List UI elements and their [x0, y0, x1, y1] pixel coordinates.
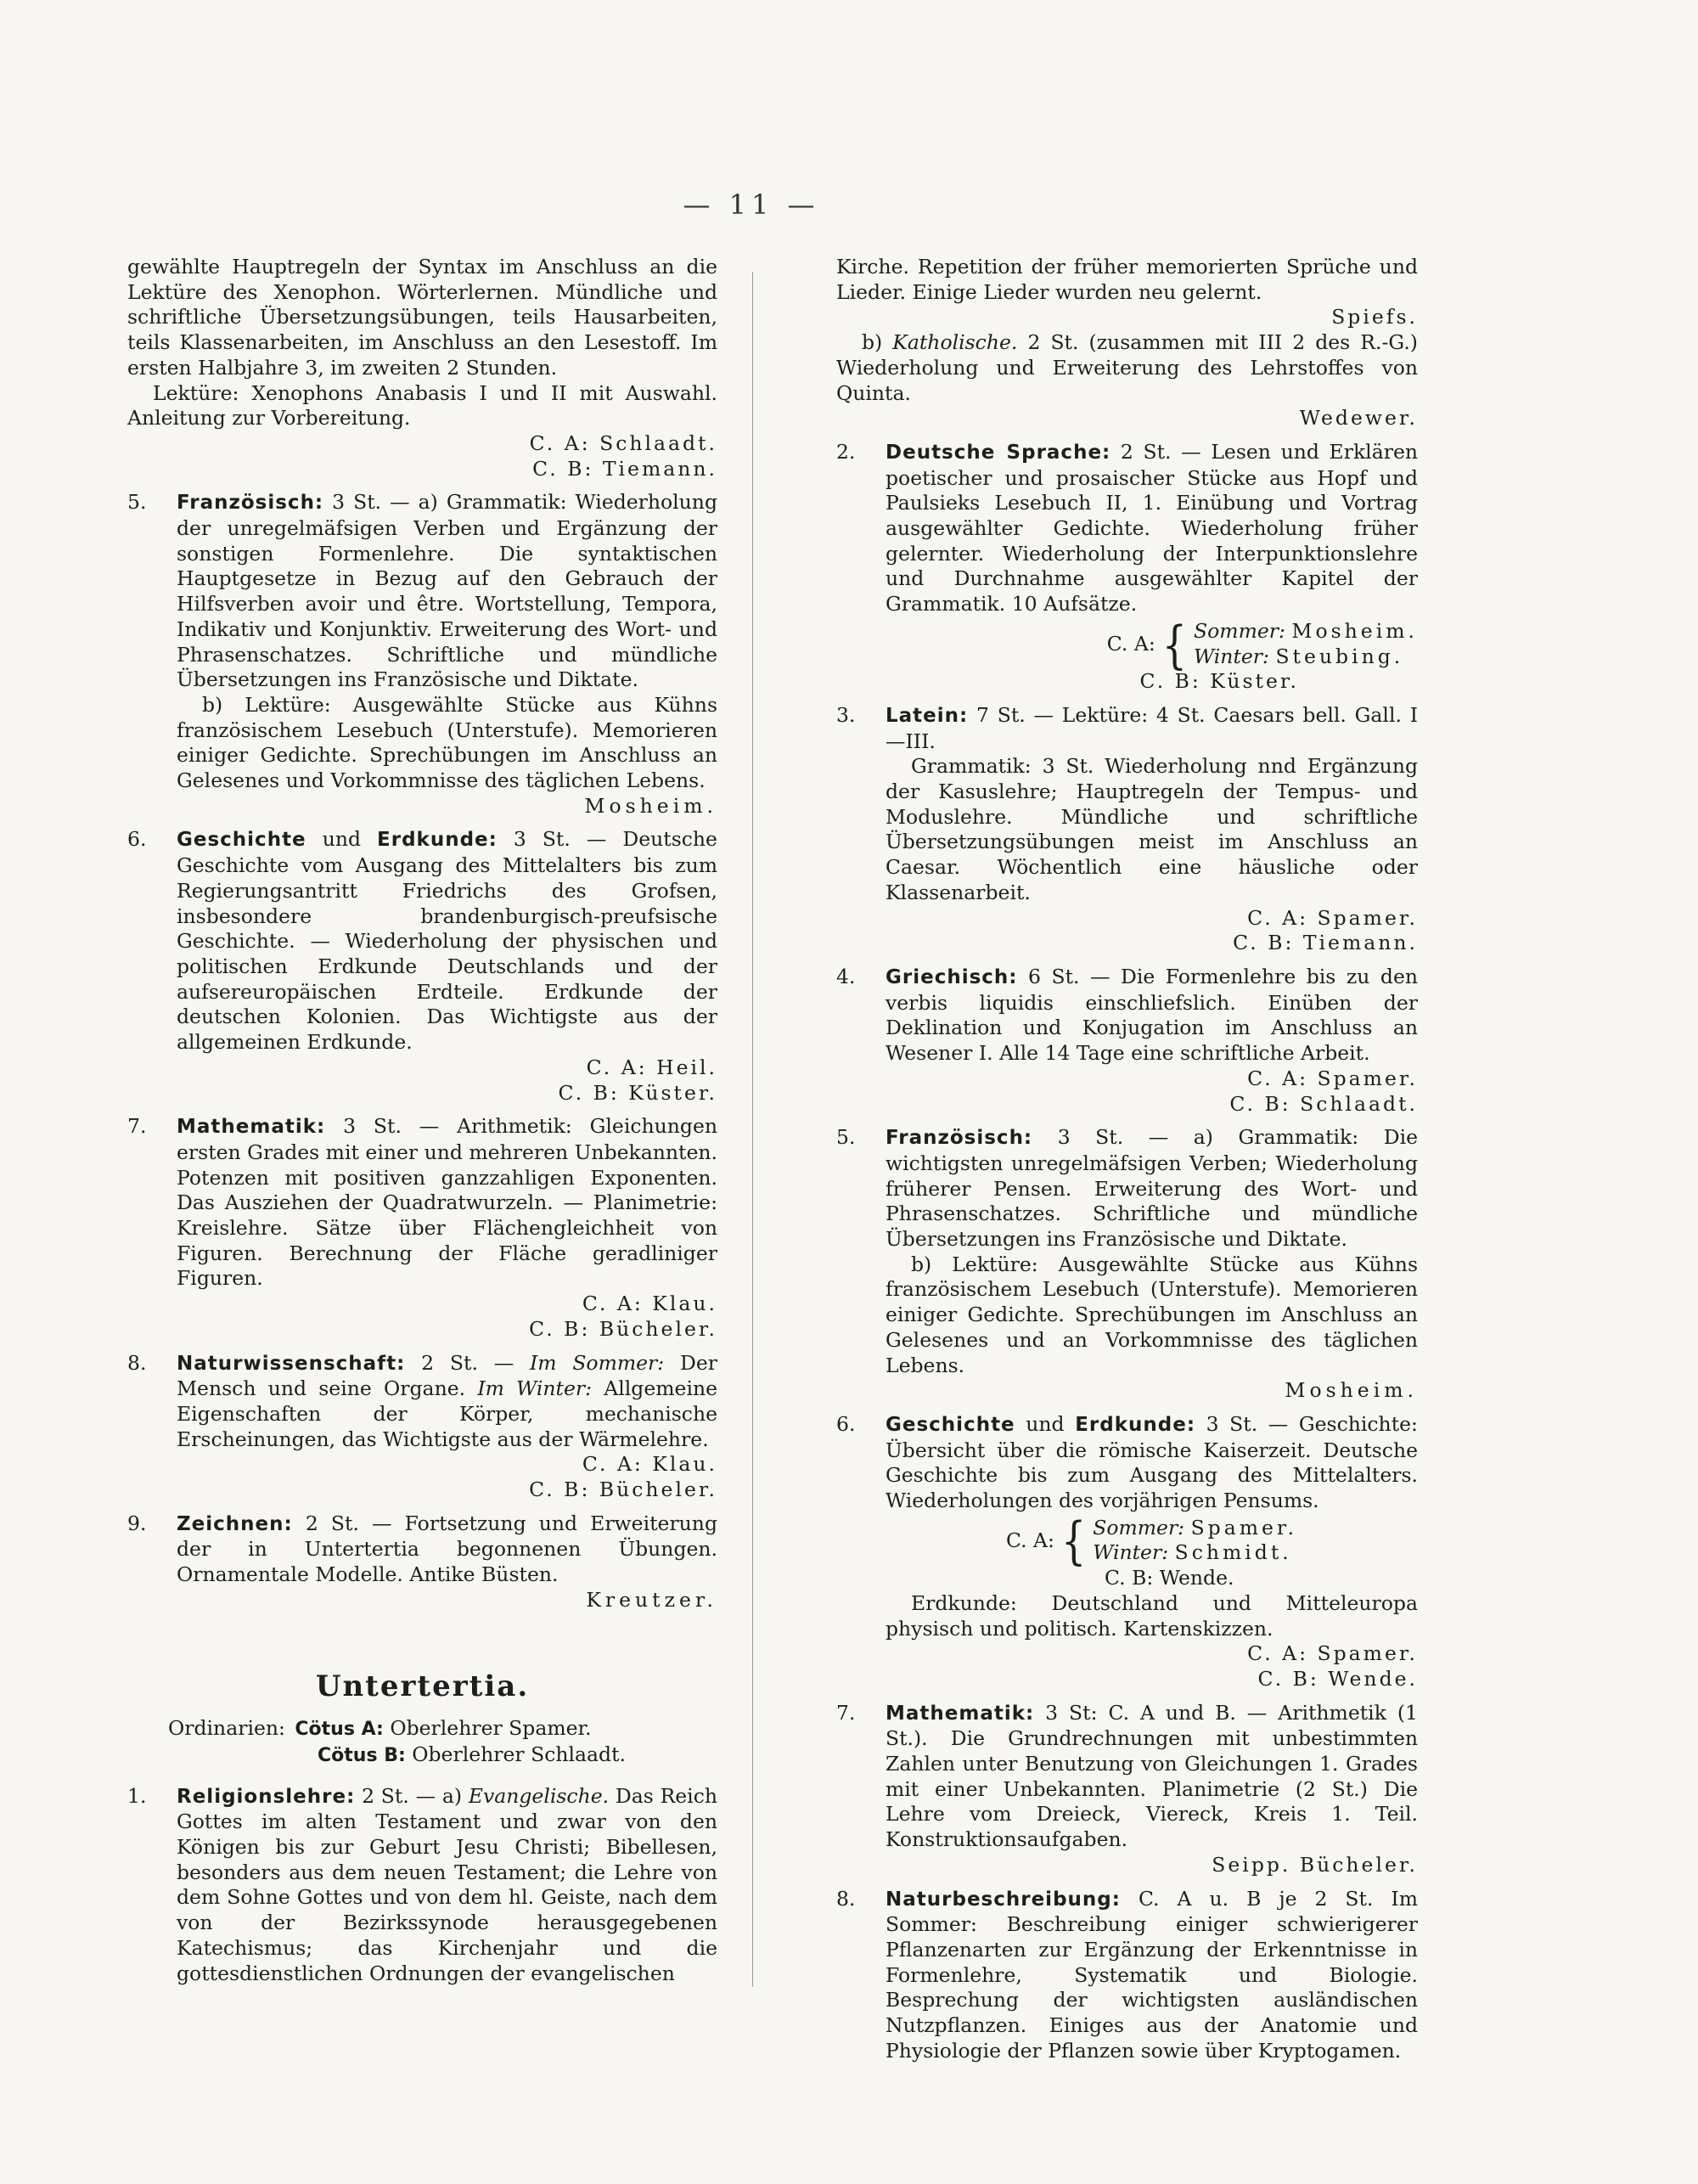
section-signature-b: C. B: Küster. — [558, 1080, 717, 1105]
section-mathematik — [127, 1114, 717, 1342]
section-number: 9. — [127, 1511, 147, 1535]
section-number: 3. — [836, 702, 856, 727]
section-number: 7. — [127, 1114, 147, 1139]
section-signature-b: C. B: Bücheler. — [529, 1478, 717, 1502]
section-text: 3 St. — Arithmetik: Gleichungen ersten Grades mit einer und mehreren Unbekannten. Potenzen mit positiven ganzzahligen Exponenten. Das Ausziehen der Quadratwurzeln. — Planimetrie: Kreislehre. Sätze über Flächengleichheit von Figuren. Berechnung der Fläche geradliniger Figuren. — [177, 1114, 717, 1291]
section-heading-2: Erdkunde: — [377, 829, 498, 852]
sommer-label: Sommer: — [1093, 1515, 1185, 1539]
brace-glyph: { — [1060, 1511, 1087, 1571]
coetus-b-label: Cötus B: — [318, 1744, 406, 1766]
section-text-b: b) Lektüre: Ausgewählte Stücke aus Kühns französischem Lesebuch (Unterstufe). Memorieren einiger Gedichte. Sprechübungen im Anschluss an Gelesenes und an Vorkommnisse des täglichen Lebens. — [886, 1252, 1418, 1377]
brace-glyph: { — [1161, 614, 1188, 674]
section-number: 4. — [836, 964, 856, 988]
teacher-brace — [886, 1511, 1418, 1571]
section-signature-b: C. B: Schlaadt. — [1229, 1091, 1418, 1116]
section-signature: Mosheim. — [584, 793, 717, 818]
section-mathematik-ut — [836, 1701, 1418, 1878]
section-heading: Geschichte — [177, 829, 306, 852]
section-text: 7 St. — Lektüre: 4 St. Caesars bell. Gall. I—III. — [886, 702, 1418, 753]
section-number: 8. — [836, 1886, 856, 1911]
page-number: — 11 — — [683, 189, 820, 221]
section-number: 6. — [127, 827, 147, 852]
section-signature: Seipp. Bücheler. — [1212, 1852, 1418, 1877]
section-text-a: 2 St. — a) — [362, 1783, 463, 1808]
section-heading: Zeichnen: — [177, 1512, 293, 1535]
section-heading: Geschichte — [886, 1413, 1015, 1436]
section-heading: Französisch: — [886, 1127, 1033, 1150]
sommer-teacher: Mosheim. — [1291, 618, 1418, 643]
section-geschichte-ut — [836, 1412, 1418, 1692]
section-heading-2: Erdkunde: — [1075, 1413, 1196, 1436]
section-signature-b: C. B: Tiemann. — [1233, 931, 1418, 955]
section-text: 6 St. — Die Formenlehre bis zu den verbis liquidis einschliefslich. Einüben der Deklination und Konjugation im Anschluss an Wesener I. Alle 14 Tage eine schriftliche Arbeit. — [886, 964, 1418, 1066]
section-text-b: Erdkunde: Deutschland und Mitteleuropa physisch und politisch. Kartenskizzen. — [886, 1590, 1418, 1641]
katholische-signature: Wedewer. — [1299, 406, 1418, 431]
section-signature-a: C. A: Spamer. — [1247, 1066, 1418, 1090]
katholische-label: Katholische. — [892, 330, 1018, 355]
section-signature: Kreutzer. — [586, 1587, 717, 1612]
section-signature-b: C. B: Wende. — [1257, 1666, 1418, 1691]
winter-label: Winter: — [1093, 1540, 1169, 1565]
section-heading: Latein: — [886, 704, 969, 727]
section-griechisch — [836, 965, 1418, 1117]
section-text: 3 St. — a) Grammatik: Die wichtigsten unregelmäfsigen Verben; Wiederholung früherer Pensen. Erweiterung des Wort- und Phrasenschatzes. Schriftliche und mündliche Übersetzungen ins Französische und Diktate. — [886, 1125, 1418, 1252]
section-franzoesisch-ut — [836, 1125, 1418, 1404]
intro-lektuere: Lektüre: Xenophons Anabasis I und II mit Auswahl. Anleitung zur Vorbereitung. — [127, 380, 717, 431]
right-column — [836, 255, 1418, 2064]
section-text-b: Das Reich Gottes im alten Testament und zwar von den Königen bis zur Geburt Jesu Christi; Bibellesen, besonders aus dem neuen Testament; die Lehre von dem Sohne Gottes und von dem hl. Geiste, nach dem von der Bezirkssynode herausgegebenen Katechismus; das Kirchenjahr und die gottesdienstlichen Ordnungen der evangelischen — [177, 1783, 717, 1985]
intro-signature-b: C. B: Tiemann. — [532, 456, 717, 481]
section-text: 3 St. — a) Grammatik: Wiederholung der unregelmäfsigen Verben und Ergänzung der sonstigen Formenlehre. Die syntaktischen Hauptgesetze in Bezug auf den Gebrauch der Hilfsverben avoir und être. Wortstellung, Tempora, Indikativ und Konjunktiv. Erweiterung des Wort- und Phrasenschatzes. Schriftliche und mündliche Übersetzungen ins Französische und Diktate. — [177, 490, 717, 692]
section-text: 3 St. — Geschichte: Übersicht über die römische Kaiserzeit. Deutsche Geschichte bis zum Ausgang des Mittelalters. Wiederholungen des vorjährigen Pensums. — [886, 1411, 1418, 1513]
section-text: 3 St: C. A und B. — Arithmetik (1 St.). Die Grundrechnungen mit unbestimmten Zahlen unter Benutzung von Gleichungen 1. Grades mit einer Unbekannten. Planimetrie (2 St.) Die Lehre vom Dreieck, Viereck, Kreis 1. Teil. Konstruktionsaufgaben. — [886, 1700, 1418, 1852]
section-heading: Französisch: — [177, 492, 324, 515]
section-latein — [836, 703, 1418, 956]
section-signature-a: C. A: Spamer. — [1247, 1641, 1418, 1666]
cb-teacher: C. B: Wende. — [1105, 1566, 1234, 1590]
section-heading: Griechisch: — [886, 965, 1018, 988]
section-heading: Religionslehre: — [177, 1785, 356, 1808]
section-signature-a: C. A: Spamer. — [1247, 905, 1418, 930]
section-signature-a: C. A: Klau. — [582, 1452, 717, 1477]
sommer-teacher: Spamer. — [1190, 1515, 1298, 1539]
winter-teacher: Steubing. — [1275, 644, 1404, 668]
section-signature-a: C. A: Klau. — [582, 1292, 717, 1316]
winter-teacher: Schmidt. — [1174, 1540, 1292, 1565]
section-heading: Naturwissenschaft: — [177, 1352, 406, 1375]
section-text: C. A u. B je 2 St. Im Sommer: Beschreibung einiger schwierigerer Pflanzenarten zur Ergänzung der Erkenntnisse in Formenlehre, Systematik und Biologie. Besprechung der wichtigsten ausländischen Nutzpflanzen. Einiges aus der Anatomie und Physiologie der Pflanzen sowie über Kryptogamen. — [886, 1886, 1418, 2063]
religion-continuation — [836, 255, 1418, 431]
im-winter-label: Im Winter: — [477, 1376, 593, 1401]
section-text: 3 St. — Deutsche Geschichte vom Ausgang des Mittelalters bis zum Regierungsantritt Friedrichs des Grofsen, insbesondere brandenburgisch-preufsische Geschichte. — Wiederholung der physischen und politischen Erdkunde Deutschlands und der aufsereuropäischen Erdteile. Erdkunde der deutschen Kolonien. Das Wichtigste aus der allgemeinen Erdkunde. — [177, 827, 717, 1055]
section-number: 7. — [836, 1700, 856, 1725]
section-heading: Mathematik: — [886, 1702, 1035, 1725]
section-deutsche-sprache — [836, 440, 1418, 695]
section-naturbeschreibung — [836, 1887, 1418, 2064]
section-number: 8. — [127, 1350, 147, 1375]
section-number: 5. — [836, 1125, 856, 1150]
section-franzoesisch — [127, 490, 717, 819]
section-number: 2. — [836, 439, 856, 464]
katholische-marker: b) — [862, 330, 883, 355]
section-number: 5. — [127, 490, 147, 515]
section-text: 2 St. — Fortsetzung und Erweiterung der in Untertertia begonnenen Übungen. Ornamentale Modelle. Antike Büsten. — [177, 1511, 717, 1587]
ordinarien-block — [127, 1716, 717, 1768]
section-heading: Deutsche Sprache: — [886, 441, 1111, 464]
ca-label: C. A: — [1106, 631, 1155, 656]
section-heading: Mathematik: — [177, 1116, 326, 1139]
coetus-a-teacher: Oberlehrer Spamer. — [390, 1716, 592, 1741]
section-religionslehre — [127, 1784, 717, 1987]
section-signature-b: C. B: Küster. — [1139, 669, 1299, 694]
section-text: 2 St. — Lesen und Erklären poetischer und prosaischer Stücke aus Hopf und Paulsieks Lesebuch II, 1. Einübung und Vortrag ausgewählter Gedichte. Wiederholung früher gelernter. Wiederholung der Interpunktionslehre und Durchnahme ausgewählter Kapitel der Grammatik. 10 Aufsätze. — [886, 439, 1418, 616]
ca-label: C. A: — [1005, 1528, 1054, 1552]
intro-signature-a: C. A: Schlaadt. — [529, 431, 717, 455]
katholische-text: 2 St. (zusammen mit III 2 des R.-G.) Wiederholung und Erweiterung des Lehrstoffes von Quinta. — [836, 330, 1418, 405]
section-text-b: b) Lektüre: Ausgewählte Stücke aus Kühns französischem Lesebuch (Unterstufe). Memorieren einiger Gedichte. Sprechübungen im Anschluss an Gelesenes und Vorkommnisse des täglichen Lebens. — [177, 692, 717, 793]
section-text-a: 2 St. — — [421, 1350, 514, 1375]
intro-text: gewählte Hauptregeln der Syntax im Anschluss an die Lektüre des Xenophon. Wörterlernen. Mündliche und schriftliche Übersetzungsübungen, teils Hausarbeiten, teils Klassenarbeiten, im Anschluss an den Lesestoff. Im ersten Halbjahre 3, im zweiten 2 Stunden. — [127, 255, 717, 380]
section-naturwissenschaft — [127, 1351, 717, 1503]
continuation-signature: Spiefs. — [1331, 305, 1418, 329]
section-number: 6. — [836, 1411, 856, 1436]
intro-section — [127, 255, 717, 481]
section-und: und — [1026, 1411, 1065, 1436]
section-signature: Mosheim. — [1285, 1378, 1418, 1403]
section-text-c: Allgemeine Eigenschaften der Körper, mechanische Erscheinungen, das Wichtigste aus der Wärmelehre. — [177, 1376, 717, 1451]
section-text-b: Grammatik: 3 St. Wiederholung nnd Ergänzung der Kasuslehre; Hauptregeln der Tempus- und Moduslehre. Mündliche und schriftliche Übersetzungsübungen meist im Anschluss an Caesar. Wöchentlich eine häusliche oder Klassenarbeit. — [886, 754, 1418, 904]
section-text-b: Der Mensch und seine Organe. — [177, 1350, 717, 1401]
section-heading: Naturbeschreibung: — [886, 1888, 1121, 1911]
im-sommer-label: Im Sommer: — [529, 1350, 665, 1375]
coetus-a-label: Cötus A: — [295, 1719, 384, 1741]
section-geschichte — [127, 827, 717, 1106]
left-column — [127, 255, 717, 1986]
ordinarien-label: Ordinarien: — [168, 1716, 285, 1741]
column-divider — [752, 272, 753, 1987]
section-signature-b: C. B: Bücheler. — [529, 1316, 717, 1341]
section-signature-a: C. A: Heil. — [586, 1055, 717, 1079]
evangelische-label: Evangelische. — [468, 1783, 610, 1808]
section-number: 1. — [127, 1783, 147, 1808]
section-zeichnen — [127, 1511, 717, 1613]
section-und: und — [322, 827, 362, 852]
continuation-text: Kirche. Repetition der früher memorierten Sprüche und Lieder. Einige Lieder wurden neu gelernt. — [836, 255, 1418, 304]
coetus-b-teacher: Oberlehrer Schlaadt. — [412, 1742, 626, 1766]
sommer-label: Sommer: — [1194, 618, 1285, 643]
teacher-brace — [886, 614, 1418, 674]
untertertia-heading: Untertertia. — [315, 1669, 530, 1703]
winter-label: Winter: — [1194, 644, 1269, 668]
